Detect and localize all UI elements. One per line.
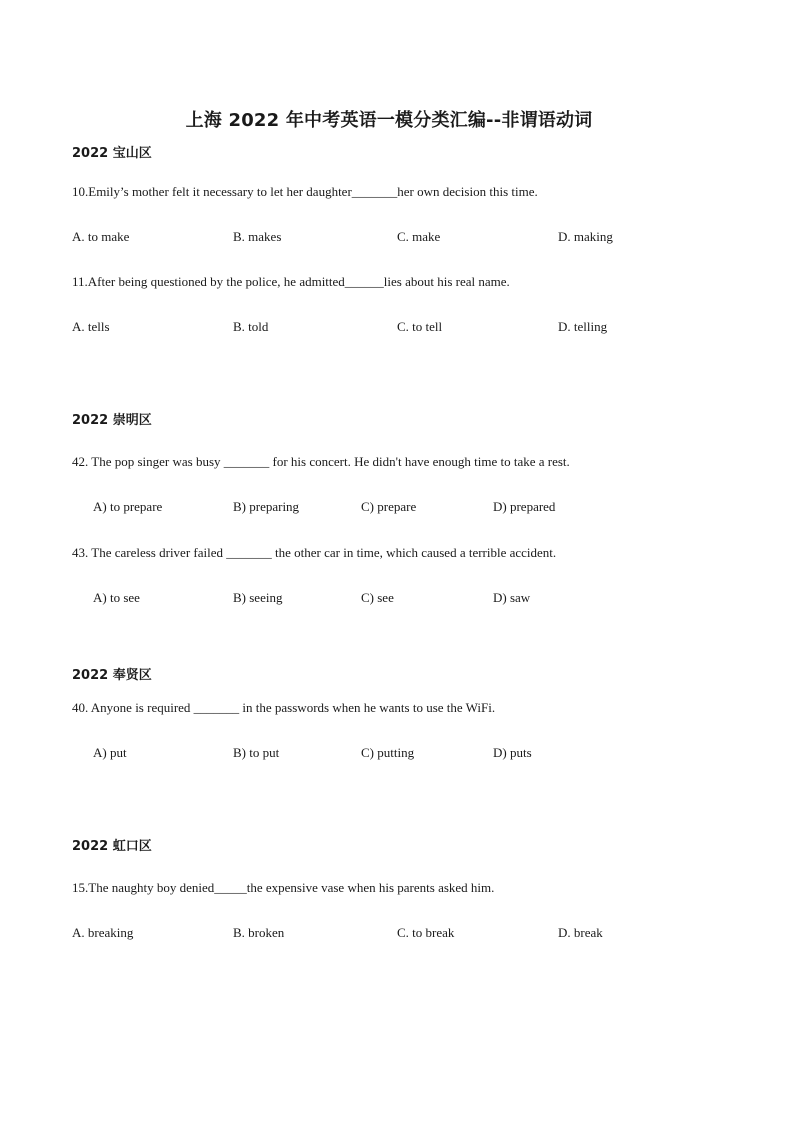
question-43-option-d: D) saw [493, 590, 531, 605]
question-42-option-c: C) prepare [361, 499, 417, 514]
question-10-option-a: A. to make [72, 229, 130, 244]
question-11-option-c: C. to tell [397, 319, 443, 334]
question-43-option-a: A) to see [93, 590, 140, 605]
question-40-option-d: D) puts [493, 745, 532, 760]
question-40-option-b: B) to put [233, 745, 280, 760]
question-40-option-a: A) put [93, 745, 127, 760]
question-11: 11.After being questioned by the police, he admitted______lies about his real name. [72, 274, 510, 289]
question-43: 43. The careless driver failed _______ the other car in time, which caused a terrible accident. [72, 545, 557, 560]
question-42-option-d: D) prepared [493, 499, 556, 514]
question-10: 10.Emily’s mother felt it necessary to let her daughter_______her own decision this time. [72, 184, 538, 199]
question-15-option-b: B. broken [233, 925, 285, 940]
question-42-option-a: A) to prepare [93, 499, 163, 514]
question-40: 40. Anyone is required _______ in the passwords when he wants to use the WiFi. [72, 700, 496, 715]
question-43-option-c: C) see [361, 590, 394, 605]
page-title: 上海 2022 年中考英语一模分类汇编--非谓语动词 [185, 110, 593, 131]
question-11-option-b: B. told [233, 319, 269, 334]
section-heading-chongming: 2022 崇明区 [72, 413, 152, 428]
question-15-option-c: C. to break [397, 925, 455, 940]
section-heading-fengxian: 2022 奉贤区 [72, 668, 152, 683]
question-15-option-d: D. break [558, 925, 603, 940]
question-42-option-b: B) preparing [233, 499, 300, 514]
question-11-option-a: A. tells [72, 319, 110, 334]
question-43-option-b: B) seeing [233, 590, 283, 605]
question-40-option-c: C) putting [361, 745, 415, 760]
question-15: 15.The naughty boy denied_____the expensive vase when his parents asked him. [72, 880, 495, 895]
question-11-option-d: D. telling [558, 319, 608, 334]
section-heading-hongkou: 2022 虹口区 [72, 839, 152, 854]
question-10-option-b: B. makes [233, 229, 282, 244]
question-10-option-d: D. making [558, 229, 613, 244]
section-heading-baoshan: 2022 宝山区 [72, 146, 152, 161]
question-42: 42. The pop singer was busy _______ for his concert. He didn't have enough time to take a rest. [72, 454, 570, 469]
question-15-option-a: A. breaking [72, 925, 134, 940]
question-10-option-c: C. make [397, 229, 441, 244]
